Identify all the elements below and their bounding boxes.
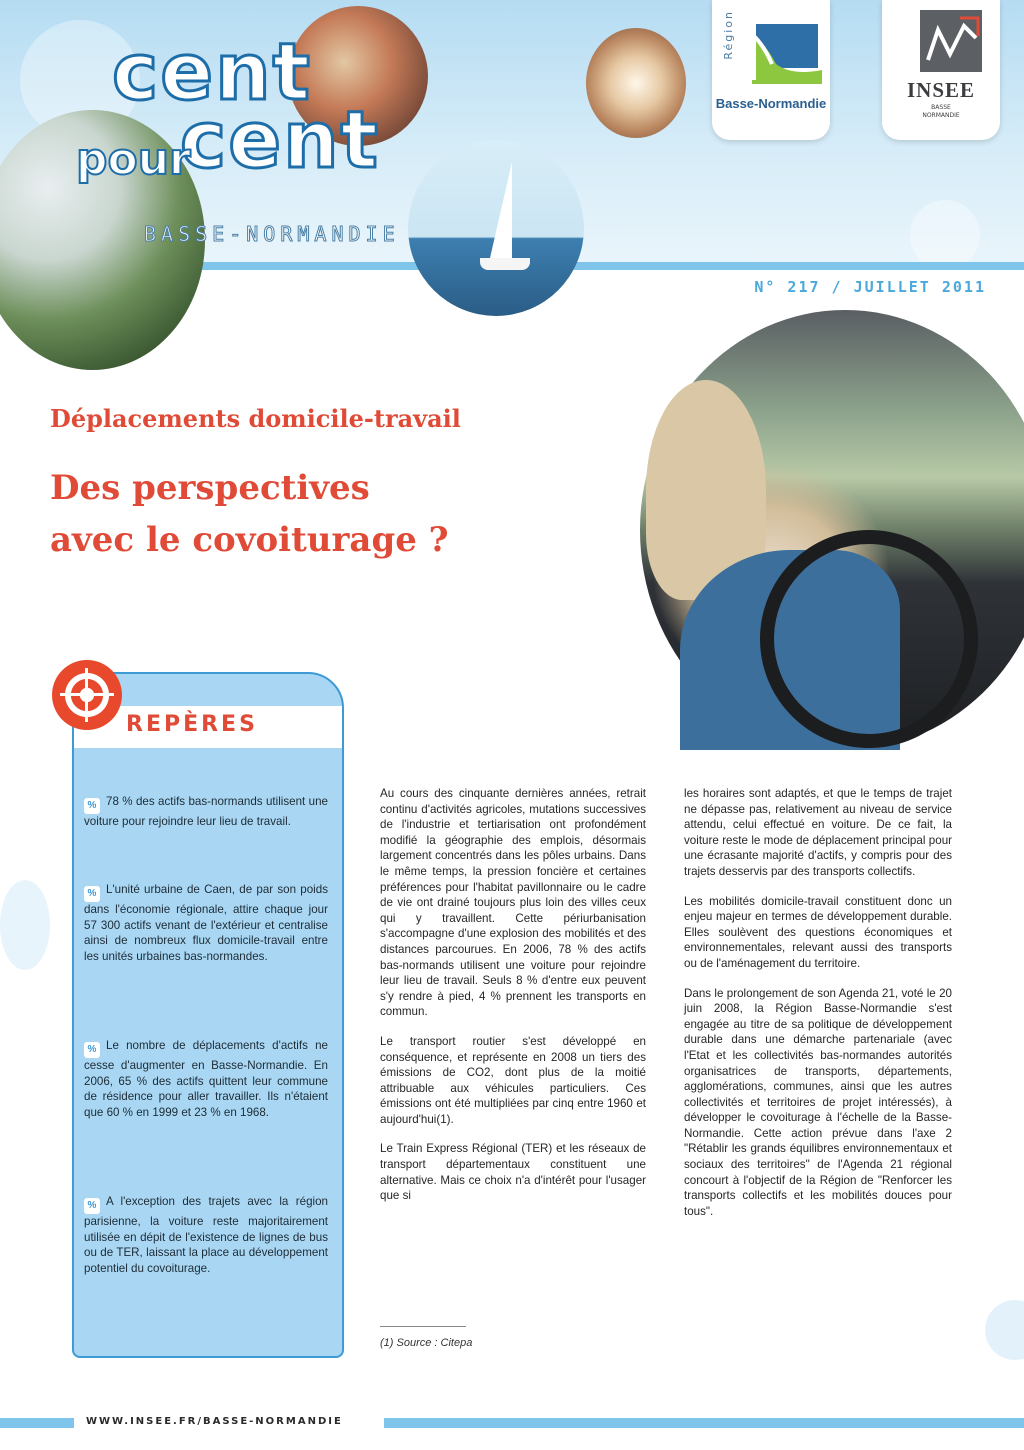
percent-icon: % [84,798,100,814]
region-emblem-icon [742,14,822,84]
logo-word-cent-bottom: cent [180,96,380,186]
logo-word-cent-top: cent [112,28,312,118]
steering-wheel [760,530,978,748]
issue-number: N° 217 / JUILLET 2011 [754,278,986,296]
reperes-item: % Le nombre de déplacements d'actifs ne cesse d'augmenter en Basse-Normandie. En 2006, 65 % des actifs quittent leur commune de résidence pour aller travailler. Ils n'étaient que 60 % en 1999 et 23 % en 1968. [84,1039,328,1119]
footnote-rule [380,1326,466,1327]
reperes-item: % L'unité urbaine de Caen, de par son poids dans l'économie régionale, attire chaque jour 57 300 actifs venant de l'extérieur et centralise ainsi de nombreux flux domicile-travail entre les unités urbaines bas-normandes. [84,883,328,963]
article-title-line1: Des perspectives [50,468,370,508]
region-logo-name: Basse-Normandie [715,96,827,111]
insee-logo-name: INSEE [906,78,976,102]
decorative-circle [0,880,50,970]
insee-logo-sub1: BASSE [931,104,951,111]
percent-icon: % [84,886,100,902]
logo-word-pour: pour [76,134,191,185]
article-kicker: Déplacements domicile-travail [50,404,461,433]
article-title-line2: avec le covoiturage ? [50,520,449,560]
footer-url-link[interactable]: WWW.INSEE.FR/BASSE-NORMANDIE [86,1416,343,1427]
decorative-circle [910,200,980,270]
body-paragraph: Dans le prolongement de son Agenda 21, voté le 20 juin 2008, la Région Basse-Normandie s'est engagée au titre de sa politique de développement durable dans une démarche partenariale (avec l'Etat et les collectivités bas-normandes autorités organisatrices de transports, départements, agglomérations, communes, ainsi que les autres collectivités et territoires de projet intéressés), à développer le covoiturage à l'échelle de la Basse-Normandie. Cette action prévue dans l'axe 2 "Rétablir les grands équilibres environnementaux et sociaux des territoires" de l'Agenda 21 régional concourt à l'objectif de la Région de "Renforcer les transports collectifs et les mobilités douces pour tous". [684,986,952,1218]
hull-shape [480,258,530,270]
reperes-panel [72,672,344,1358]
footer-bar-left [0,1418,74,1428]
reperes-item: % A l'exception des trajets avec la région parisienne, la voiture reste majoritairement utilisée en dépit de l'existence de lignes de bus ou de TER, laissant la place au développement potentiel du covoiturage. [84,1195,328,1275]
body-paragraph: Les mobilités domicile-travail constituent donc un enjeu majeur en termes de développement durable. Elles soulèvent des questions économiques et environnementales, relevant aussi des transports ou de l'aménagement du territoire. [684,894,952,970]
region-logo [712,0,830,140]
target-icon [52,660,122,730]
sail-shape [490,162,512,258]
body-paragraph: les horaires sont adaptés, et que le temps de trajet ne dépasse pas, relativement au niveau de service attendu, celui effectué en voiture. De ce fait, la voiture reste le mode de déplacement principal pour une écrasante majorité d'actifs, y compris pour des trajets desservis par des transports collectifs. [684,787,952,878]
reperes-item: % 78 % des actifs bas-normands utilisent une voiture pour rejoindre leur lieu de travail. [84,795,328,828]
footnote: (1) Source : Citepa [380,1337,473,1349]
percent-icon: % [84,1198,100,1214]
decorative-circle [985,1300,1024,1360]
logo-region-name: BASSE-NORMANDIE [144,222,400,246]
sailboat-photo [408,140,584,316]
car-driver-photo [640,310,1024,750]
body-paragraph: Le Train Express Régional (TER) et les réseaux de transport départementaux constituent une alternative. Mais ce choix n'a d'intérêt pour l'usager que si [380,1142,646,1203]
insee-logo [882,0,1000,140]
percent-icon: % [84,1042,100,1058]
food-photo [586,28,686,138]
region-logo-vertical-text: Région [722,10,735,60]
insee-logo-sub2: NORMANDIE [922,112,960,119]
insee-emblem-icon [920,10,982,72]
cent-pour-cent-logo [70,22,430,246]
footer-bar-right [384,1418,1024,1428]
body-column-3 [684,786,952,1233]
body-column-2 [380,786,646,1218]
body-paragraph: Le transport routier s'est développé en conséquence, et représente en 2008 un tiers des émissions de CO2, dont plus de la moitié attribuable aux véhicules particuliers. Ces émissions ont été multipliées par cinq entre 1960 et aujourd'hui(1). [380,1034,646,1126]
body-paragraph: Au cours des cinquante dernières années, retrait continu d'activités agricoles, mutations successives de l'industrie et tertiarisation ont profondément modifié la géographie des emplois, désormais largement concentrés dans les pôles urbains. Dans le même temps, la pression foncière et certaines préférences pour l'habitat pavillonnaire ou le cadre de vie ont drainé toujours plus loin des villes ceux qui y travaillent. Cette périurbanisation s'accompagne d'une explosion des mobilités et des distances parcourues. En 2006, 78 % des actifs bas-normands utilisent une voiture pour rejoindre leur lieu de travail. Seuls 8 % d'entre eux peuvent s'y rendre à pied, 4 % prennent les transports en commun. [380,787,646,1019]
reperes-title: REPÈRES [126,712,258,737]
